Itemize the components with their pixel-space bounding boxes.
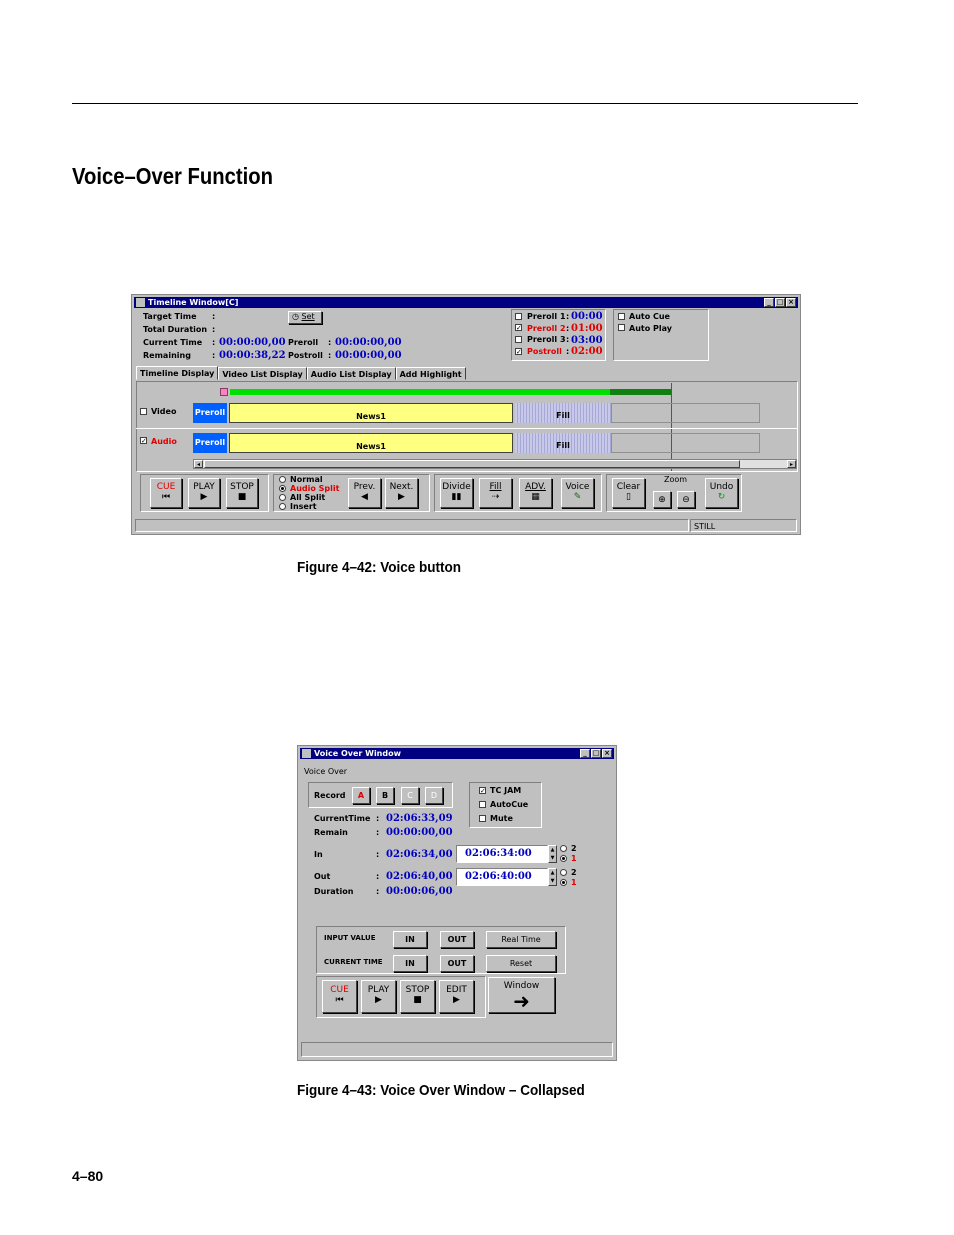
fill-icon: ⇢ — [491, 492, 500, 502]
colon: : — [566, 347, 570, 356]
mode-audio-split-radio[interactable] — [279, 485, 286, 492]
current-in-button[interactable]: IN — [393, 955, 427, 972]
stop-label: STOP — [230, 482, 254, 492]
next-icon: ▶ — [398, 492, 405, 502]
tab-audio-list-display[interactable]: Audio List Display — [307, 367, 396, 380]
stop-button[interactable] — [226, 478, 258, 508]
window-label: Window — [503, 981, 540, 991]
duration-label: Duration — [314, 887, 354, 896]
arrow-right-icon: ➜ — [513, 989, 530, 1013]
real-time-button[interactable]: Real Time — [486, 931, 556, 948]
out-field[interactable] — [456, 868, 548, 886]
audio-fill-block[interactable]: Fill — [515, 433, 611, 453]
video-preroll-block[interactable]: Preroll — [193, 403, 227, 423]
preroll3-checkbox[interactable] — [515, 336, 522, 343]
voice-cue-button[interactable] — [322, 980, 357, 1013]
zoom-in-icon: ⊕ — [658, 495, 666, 505]
audio-track-checkbox[interactable]: ✓ — [141, 437, 147, 445]
current-time-row-label: CURRENT TIME — [324, 958, 383, 966]
remaining-label: Remaining — [143, 351, 191, 360]
set-button[interactable] — [288, 311, 322, 324]
duration-value: 00:00:06,00 — [386, 886, 453, 897]
preroll2-label: Preroll 2 — [527, 324, 566, 333]
preroll1-label: Preroll 1 — [527, 312, 566, 321]
spin-down-icon: ▼ — [550, 878, 555, 884]
divide-button[interactable] — [440, 478, 473, 508]
microphone-icon: ✎ — [573, 492, 582, 502]
voice-titlebar — [300, 748, 614, 759]
out-label: Out — [314, 872, 331, 881]
record-d-button[interactable]: D — [425, 787, 443, 804]
minimize-icon[interactable]: _ — [764, 298, 774, 307]
mode-insert-label: Insert — [290, 502, 317, 511]
reset-button[interactable]: Reset — [486, 955, 556, 972]
target-time-label: Target Time — [143, 312, 197, 321]
next-button[interactable] — [385, 478, 418, 508]
undo-label: Undo — [709, 482, 734, 492]
voice-stop-button[interactable] — [400, 980, 435, 1013]
autocue-checkbox[interactable] — [479, 801, 486, 808]
horizontal-scrollbar[interactable] — [193, 459, 797, 469]
voice-over-window — [297, 745, 617, 1061]
postroll-value: 00:00:00,00 — [335, 350, 402, 361]
set-label: Set — [301, 312, 315, 321]
divide-icon: ▮▮ — [451, 492, 462, 502]
tab-bar — [136, 366, 466, 380]
in-field-text: 02:06:34:00 — [465, 848, 532, 859]
current-time-label: CurrentTime — [314, 814, 371, 823]
adv-button[interactable] — [519, 478, 552, 508]
video-fill-block[interactable]: Fill — [515, 403, 611, 423]
tab-add-highlight[interactable]: Add Highlight — [396, 367, 466, 380]
current-time-label: Current Time — [143, 338, 203, 347]
in-option-1-label: 1 — [571, 854, 577, 863]
cue-button[interactable] — [150, 478, 182, 508]
play-button[interactable] — [188, 478, 220, 508]
minimize-icon[interactable]: _ — [580, 749, 590, 758]
preroll1-checkbox[interactable] — [515, 313, 522, 320]
colon: : — [328, 351, 332, 360]
colon: : — [212, 312, 216, 321]
refresh-icon: ↻ — [717, 492, 726, 502]
clear-label: Clear — [616, 482, 641, 492]
record-b-button[interactable]: B — [376, 787, 394, 804]
app-icon — [136, 298, 145, 307]
preroll2-value: 01:00 — [571, 323, 603, 334]
voice-edit-label: EDIT — [446, 985, 467, 995]
section-heading: Voice–Over Function — [72, 163, 273, 189]
voice-play-label: PLAY — [367, 985, 390, 995]
preroll3-value: 03:00 — [571, 335, 603, 346]
tc-jam-checkbox[interactable]: ✓ — [480, 787, 486, 795]
stop-icon: ■ — [413, 995, 422, 1005]
spin-up-icon: ▲ — [550, 847, 555, 853]
maximize-icon[interactable]: □ — [592, 749, 600, 757]
colon: : — [212, 351, 216, 360]
app-icon — [302, 749, 311, 758]
postroll-option-value: 02:00 — [571, 346, 603, 357]
play-icon: ▶ — [453, 995, 460, 1005]
in-label: In — [314, 850, 323, 859]
mode-normal-radio[interactable] — [279, 476, 286, 483]
header-rule — [72, 103, 858, 104]
current-out-button[interactable]: OUT — [440, 955, 474, 972]
out-option-2-label: 2 — [571, 868, 577, 877]
timeline-window — [131, 294, 801, 535]
divide-label: Divide — [442, 482, 471, 492]
preroll2-checkbox[interactable]: ✓ — [516, 324, 522, 332]
colon: : — [328, 338, 332, 347]
play-icon: ▶ — [375, 995, 382, 1005]
marker-pink[interactable] — [220, 388, 228, 396]
video-track-label: Video — [151, 407, 177, 416]
stop-icon: ■ — [237, 492, 247, 502]
record-a-button[interactable]: A — [352, 787, 370, 804]
status-text: STILL — [694, 522, 716, 531]
colon: : — [566, 312, 570, 321]
autocue-label: AutoCue — [490, 800, 529, 809]
zoom-out-button[interactable] — [677, 491, 695, 508]
remain-label: Remain — [314, 828, 348, 837]
mode-insert-radio[interactable] — [279, 503, 286, 510]
timeline-title: Timeline Window[C] — [148, 298, 239, 307]
undo-button[interactable] — [705, 478, 738, 508]
current-time-value: 00:00:00,00 — [219, 337, 286, 348]
colon: : — [376, 850, 380, 859]
dark-green-bar — [610, 389, 671, 395]
voice-status-bar — [301, 1042, 613, 1057]
mode-all-split-radio[interactable] — [279, 494, 286, 501]
window-button[interactable] — [488, 977, 555, 1013]
audio-preroll-block[interactable]: Preroll — [193, 433, 227, 453]
track-divider — [136, 428, 798, 429]
mode-normal-label: Normal — [290, 475, 323, 484]
voice-button[interactable] — [561, 478, 594, 508]
status-bar-main — [135, 519, 689, 532]
audio-track-label: Audio — [151, 437, 177, 446]
out-option-1-label: 1 — [571, 878, 577, 887]
in-option-2-radio[interactable] — [560, 845, 567, 852]
auto-play-checkbox[interactable] — [618, 324, 625, 331]
spin-up-icon: ▲ — [550, 870, 555, 876]
tab-timeline-display[interactable]: Timeline Display — [136, 366, 218, 380]
maximize-icon[interactable]: □ — [776, 298, 784, 306]
input-out-button[interactable]: OUT — [440, 931, 474, 948]
out-option-2-radio[interactable] — [560, 869, 567, 876]
total-duration-label: Total Duration — [143, 325, 208, 334]
voice-over-section-label: Voice Over — [304, 767, 348, 776]
in-option-1-radio[interactable] — [560, 855, 567, 862]
scroll-right-icon[interactable]: ▸ — [787, 460, 796, 468]
postroll-option-label: Postroll — [527, 347, 562, 356]
in-option-2-label: 2 — [571, 844, 577, 853]
audio-track-end — [611, 433, 760, 453]
mute-checkbox[interactable] — [479, 815, 486, 822]
out-value: 02:06:40,00 — [386, 871, 453, 882]
video-track-end — [611, 403, 760, 423]
zoom-in-button[interactable] — [653, 491, 671, 508]
voice-edit-button[interactable] — [439, 980, 474, 1013]
close-icon[interactable]: × — [786, 298, 796, 307]
green-progress-bar — [230, 389, 610, 395]
colon: : — [376, 828, 380, 837]
close-icon[interactable]: × — [602, 749, 612, 758]
record-label: Record — [314, 791, 346, 800]
preroll-label: Preroll — [288, 338, 319, 347]
video-clip-news1[interactable]: News1 — [229, 403, 513, 423]
next-label: Next. — [389, 482, 414, 492]
video-track-checkbox[interactable] — [140, 408, 147, 415]
cue-icon: ⏮ — [161, 492, 171, 502]
remain-value: 00:00:00,00 — [386, 827, 453, 838]
timeline-titlebar — [134, 297, 798, 308]
record-c-button[interactable]: C — [401, 787, 419, 804]
prev-icon: ◀ — [361, 492, 368, 502]
voice-cue-label: CUE — [330, 985, 349, 995]
page-number: 4–80 — [72, 1168, 104, 1184]
zoom-label: Zoom — [664, 475, 688, 484]
document-icon: ▯ — [626, 492, 631, 502]
cue-icon: ⏮ — [335, 995, 344, 1005]
preroll3-label: Preroll 3 — [527, 335, 566, 344]
fill-label: Fill — [489, 482, 502, 492]
playhead-line[interactable] — [671, 383, 672, 471]
input-value-label: INPUT VALUE — [324, 934, 376, 942]
auto-cue-checkbox[interactable] — [618, 313, 625, 320]
remaining-value: 00:00:38,22 — [219, 350, 286, 361]
in-spinner[interactable] — [548, 845, 557, 863]
out-spinner[interactable] — [548, 868, 557, 886]
colon: : — [212, 338, 216, 347]
prev-button[interactable] — [348, 478, 381, 508]
in-field[interactable] — [456, 845, 548, 863]
mute-label: Mute — [490, 814, 513, 823]
spin-down-icon: ▼ — [550, 855, 555, 861]
colon: : — [566, 335, 570, 344]
tc-jam-label: TC JAM — [490, 786, 522, 795]
input-in-button[interactable]: IN — [393, 931, 427, 948]
postroll-label: Postroll — [288, 351, 323, 360]
mode-audio-split-label: Audio Split — [290, 484, 340, 493]
voice-stop-label: STOP — [405, 985, 430, 995]
prev-label: Prev. — [353, 482, 376, 492]
cue-label: CUE — [156, 482, 176, 492]
preroll1-value: 00:00 — [571, 311, 603, 322]
colon: : — [376, 872, 380, 881]
adv-icon: ▦ — [531, 492, 540, 502]
clock-icon: ◷ — [292, 312, 299, 321]
tab-video-list-display[interactable]: Video List Display — [218, 367, 306, 380]
in-value: 02:06:34,00 — [386, 849, 453, 860]
adv-label: ADV. — [525, 482, 546, 492]
out-option-1-radio[interactable] — [560, 879, 567, 886]
colon: : — [566, 324, 570, 333]
voice-title: Voice Over Window — [314, 749, 401, 758]
figure1-caption: Figure 4–42: Voice button — [297, 559, 462, 576]
figure2-caption: Figure 4–43: Voice Over Window – Collapsed — [297, 1082, 585, 1099]
zoom-out-icon: ⊖ — [682, 495, 690, 505]
out-field-text: 02:06:40:00 — [465, 871, 532, 882]
scroll-left-icon[interactable]: ◂ — [194, 460, 203, 468]
preroll-value: 00:00:00,00 — [335, 337, 402, 348]
scroll-thumb[interactable] — [204, 460, 740, 468]
fill-button[interactable] — [479, 478, 512, 508]
colon: : — [376, 887, 380, 896]
auto-cue-label: Auto Cue — [629, 312, 670, 321]
audio-clip-news1[interactable]: News1 — [229, 433, 513, 453]
colon: : — [376, 814, 380, 823]
play-icon: ▶ — [200, 492, 208, 502]
voice-label: Voice — [565, 482, 590, 492]
clear-button[interactable] — [612, 478, 645, 508]
current-time-value: 02:06:33,09 — [386, 813, 453, 824]
colon: : — [212, 325, 216, 334]
voice-play-button[interactable] — [361, 980, 396, 1013]
postroll-checkbox[interactable]: ✓ — [516, 348, 522, 356]
play-label: PLAY — [193, 482, 215, 492]
auto-play-label: Auto Play — [629, 324, 672, 333]
mode-all-split-label: All Split — [290, 493, 326, 502]
